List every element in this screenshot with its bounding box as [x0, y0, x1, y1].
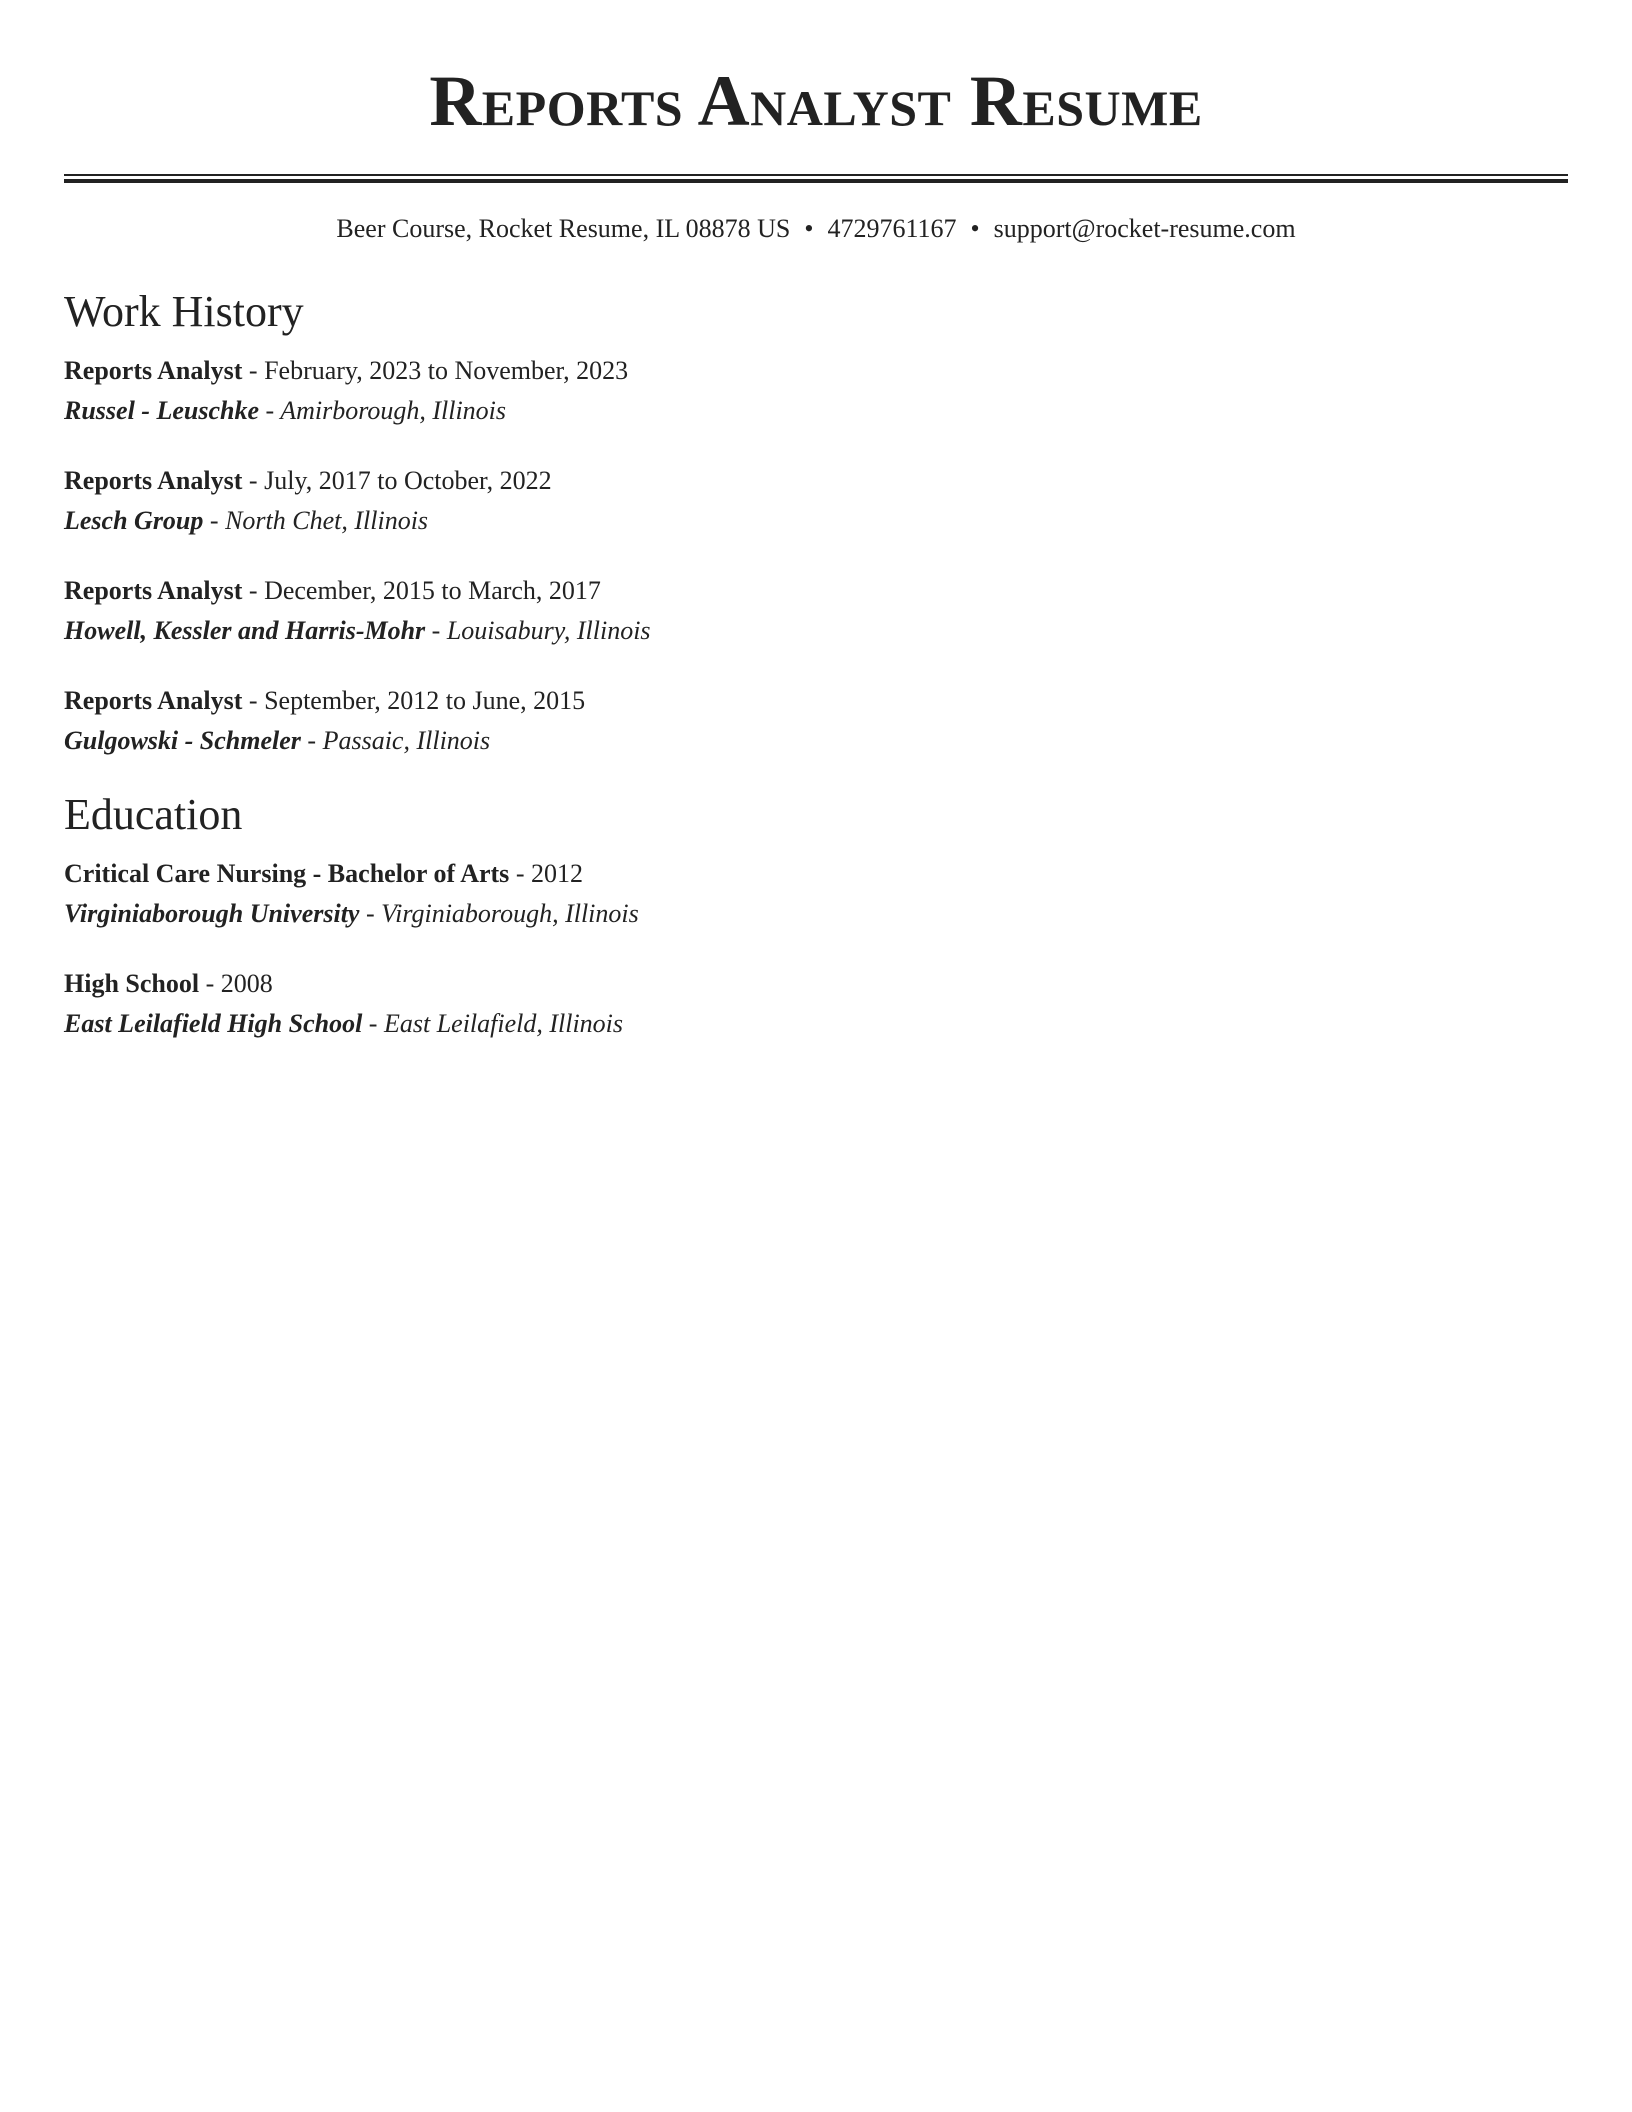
- education-heading: Education: [64, 790, 243, 839]
- company-location: Louisabury, Illinois: [446, 616, 651, 645]
- education-entry-school-line: East Leilafield High School - East Leilafield, Illinois: [64, 1009, 624, 1038]
- work-entry-company-line: Gulgowski - Schmeler - Passaic, Illinois: [64, 726, 491, 755]
- education-entry-title-line: High School - 2008: [64, 969, 273, 998]
- job-dates: July, 2017 to October, 2022: [264, 466, 552, 495]
- company-name: Howell, Kessler and Harris-Mohr: [64, 616, 426, 645]
- school-location: Virginiaborough, Illinois: [381, 899, 639, 928]
- work-entry-title-line: Reports Analyst - July, 2017 to October, 2022: [64, 466, 552, 495]
- company-name: Lesch Group: [64, 506, 204, 535]
- degree-name: High School: [64, 969, 200, 998]
- work-entry: [64, 681, 1568, 761]
- job-dates: September, 2012 to June, 2015: [264, 686, 586, 715]
- school-name: East Leilafield High School: [64, 1009, 363, 1038]
- work-entry-company-line: Lesch Group - North Chet, Illinois: [64, 506, 429, 535]
- title-divider: [64, 174, 1568, 183]
- work-entry: [64, 351, 1568, 431]
- contact-separator: •: [970, 214, 980, 243]
- job-role: Reports Analyst: [64, 466, 243, 495]
- job-role: Reports Analyst: [64, 356, 243, 385]
- contact-separator: •: [804, 214, 814, 243]
- contact-address: Beer Course, Rocket Resume, IL 08878 US: [336, 214, 791, 243]
- company-location: Passaic, Illinois: [322, 726, 491, 755]
- job-role: Reports Analyst: [64, 686, 243, 715]
- graduation-year: 2012: [530, 859, 583, 888]
- contact-phone: 4729761167: [827, 214, 957, 243]
- work-entry-company-line: Howell, Kessler and Harris-Mohr - Louisabury, Illinois: [64, 616, 651, 645]
- work-entry-title-line: Reports Analyst - December, 2015 to March, 2017: [64, 576, 601, 605]
- contact-email: support@rocket-resume.com: [993, 214, 1296, 243]
- work-entry-title-line: Reports Analyst - September, 2012 to June, 2015: [64, 686, 586, 715]
- page-title: Reports Analyst Resume: [429, 61, 1203, 141]
- education-entry-school-line: Virginiaborough University - Virginiaborough, Illinois: [64, 899, 639, 928]
- education-entry-title-line: Critical Care Nursing - Bachelor of Arts - 2012: [64, 859, 583, 888]
- job-dates: December, 2015 to March, 2017: [264, 576, 601, 605]
- company-name: Russel - Leuschke: [64, 396, 259, 425]
- company-name: Gulgowski - Schmeler: [64, 726, 301, 755]
- work-history-heading: Work History: [64, 287, 304, 336]
- work-entry: [64, 461, 1568, 541]
- education-entry: [64, 964, 1568, 1044]
- contact-line: [64, 213, 1568, 245]
- work-entry-title-line: Reports Analyst - February, 2023 to November, 2023: [64, 356, 629, 385]
- school-name: Virginiaborough University: [64, 899, 360, 928]
- work-entry-company-line: Russel - Leuschke - Amirborough, Illinois: [64, 396, 507, 425]
- company-location: Amirborough, Illinois: [280, 396, 507, 425]
- job-dates: February, 2023 to November, 2023: [264, 356, 629, 385]
- graduation-year: 2008: [220, 969, 273, 998]
- education-entry: [64, 854, 1568, 934]
- company-location: North Chet, Illinois: [225, 506, 429, 535]
- degree-name: Critical Care Nursing - Bachelor of Arts: [64, 859, 510, 888]
- work-entry: [64, 571, 1568, 651]
- school-location: East Leilafield, Illinois: [383, 1009, 624, 1038]
- job-role: Reports Analyst: [64, 576, 243, 605]
